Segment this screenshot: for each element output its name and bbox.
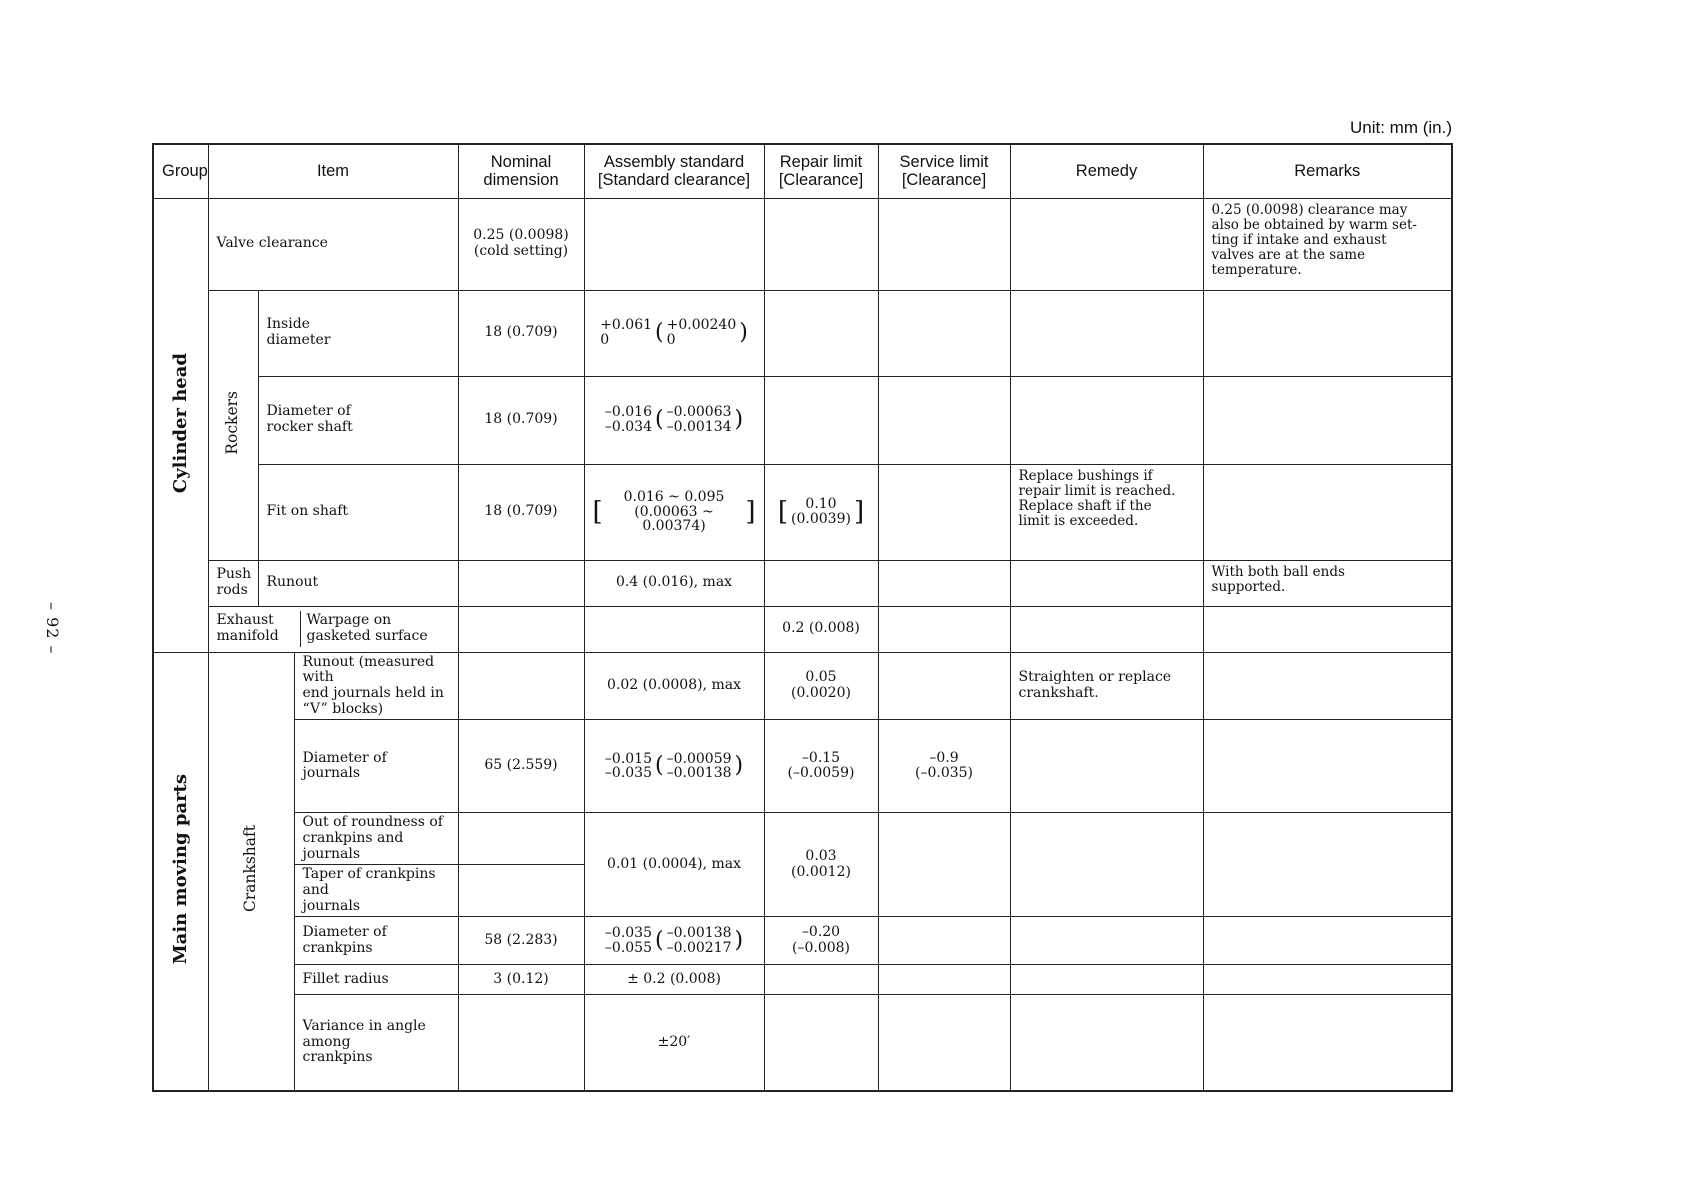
nominal-fit-on-shaft: 18 (0.709) [458, 464, 584, 560]
header-group: Group [153, 144, 208, 198]
nominal-crankpins: 58 (2.283) [458, 917, 584, 965]
item-fillet-radius: Fillet radius [294, 965, 458, 995]
item-fit-on-shaft: Fit on shaft [258, 464, 458, 560]
header-row [153, 144, 1452, 198]
table-row [153, 995, 1452, 1091]
item-inside-diameter: Inside diameter [258, 290, 458, 376]
item-taper: Taper of crankpins and journals [294, 865, 458, 917]
unit-label: Unit: mm (in.) [1350, 118, 1452, 137]
nominal-journals: 65 (2.559) [458, 720, 584, 813]
item-variance: Variance in angle among crankpins [294, 995, 458, 1091]
assembly-crank-runout: 0.02 (0.0008), max [584, 652, 764, 720]
remedy-crank-runout: Straighten or replace crankshaft. [1010, 652, 1203, 720]
assembly-roundness-taper: 0.01 (0.0004), max [584, 813, 764, 917]
group-rockers: Rockers [208, 290, 258, 560]
assembly-fit-on-shaft: [ 0.016 ~ 0.095 (0.00063 ~ 0.00374) ] [584, 464, 764, 560]
repair-roundness-taper: 0.03 (0.0012) [764, 813, 878, 917]
table-row [153, 652, 1452, 720]
nominal-inside-diameter: 18 (0.709) [458, 290, 584, 376]
table-row [153, 290, 1452, 376]
assembly-push-rod-runout: 0.4 (0.016), max [584, 560, 764, 606]
service-journals: –0.9 (–0.035) [878, 720, 1010, 813]
repair-crankpins: –0.20 (–0.008) [764, 917, 878, 965]
repair-fit-on-shaft: [ 0.10 (0.0039) ] [764, 464, 878, 560]
assembly-variance: ±20′ [584, 995, 764, 1091]
nominal-fillet-radius: 3 (0.12) [458, 965, 584, 995]
item-out-of-roundness: Out of roundness of crankpins and journals [294, 813, 458, 865]
header-assembly: Assembly standard [Standard clearance] [584, 144, 764, 198]
item-crank-runout: Runout (measured with end journals held in “V” blocks) [294, 652, 458, 720]
header-item: Item [208, 144, 458, 198]
service-data-table [152, 143, 1453, 1092]
item-rocker-shaft: Diameter of rocker shaft [258, 376, 458, 464]
assembly-journals: –0.015 –0.035 ( –0.00059 –0.00138 ) [584, 720, 764, 813]
remarks-push-rod: With both ball ends supported. [1203, 560, 1452, 606]
table-row [153, 606, 1452, 652]
table-row [153, 464, 1452, 560]
table-row [153, 376, 1452, 464]
group-exhaust-manifold: Exhaust manifold [209, 611, 301, 646]
table-row [153, 965, 1452, 995]
header-remedy: Remedy [1010, 144, 1203, 198]
item-crankpins: Diameter of crankpins [294, 917, 458, 965]
header-nominal: Nominal dimension [458, 144, 584, 198]
assembly-crankpins: –0.035 –0.055 ( –0.00138 –0.00217 ) [584, 917, 764, 965]
group-crankshaft: Crankshaft [208, 652, 294, 1091]
group-main-moving-parts: Main moving parts [153, 652, 208, 1091]
header-remarks: Remarks [1203, 144, 1452, 198]
assembly-fillet-radius: ± 0.2 (0.008) [584, 965, 764, 995]
item-journals: Diameter of journals [294, 720, 458, 813]
assembly-rocker-shaft: –0.016 –0.034 ( –0.00063 –0.00134 ) [584, 376, 764, 464]
nominal-rocker-shaft: 18 (0.709) [458, 376, 584, 464]
repair-crank-runout: 0.05 (0.0020) [764, 652, 878, 720]
table-row [153, 813, 1452, 865]
item-warpage: Warpage on gasketed surface [306, 612, 428, 644]
item-valve-clearance: Valve clearance [208, 198, 458, 290]
page-number: – 92 – [43, 602, 62, 655]
repair-warpage: 0.2 (0.008) [764, 606, 878, 652]
header-repair: Repair limit [Clearance] [764, 144, 878, 198]
repair-journals: –0.15 (–0.0059) [764, 720, 878, 813]
item-push-rod-runout: Runout [258, 560, 458, 606]
assembly-inside-diameter: +0.061 0 ( +0.00240 0 ) [584, 290, 764, 376]
table-row [153, 560, 1452, 606]
header-service: Service limit [Clearance] [878, 144, 1010, 198]
group-cylinder-head: Cylinder head [153, 198, 208, 652]
table-row [153, 917, 1452, 965]
table-row [153, 198, 1452, 290]
group-push-rods: Push rods [208, 560, 258, 606]
table-row [153, 720, 1452, 813]
nominal-valve: 0.25 (0.0098) (cold setting) [458, 198, 584, 290]
remedy-fit-on-shaft: Replace bushings if repair limit is reached. Replace shaft if the limit is exceeded. [1010, 464, 1203, 560]
exhaust-manifold-cell [208, 606, 458, 652]
remarks-valve: 0.25 (0.0098) clearance may also be obtained by warm set- ting if intake and exhaust valves are at the same temperature. [1203, 198, 1452, 290]
